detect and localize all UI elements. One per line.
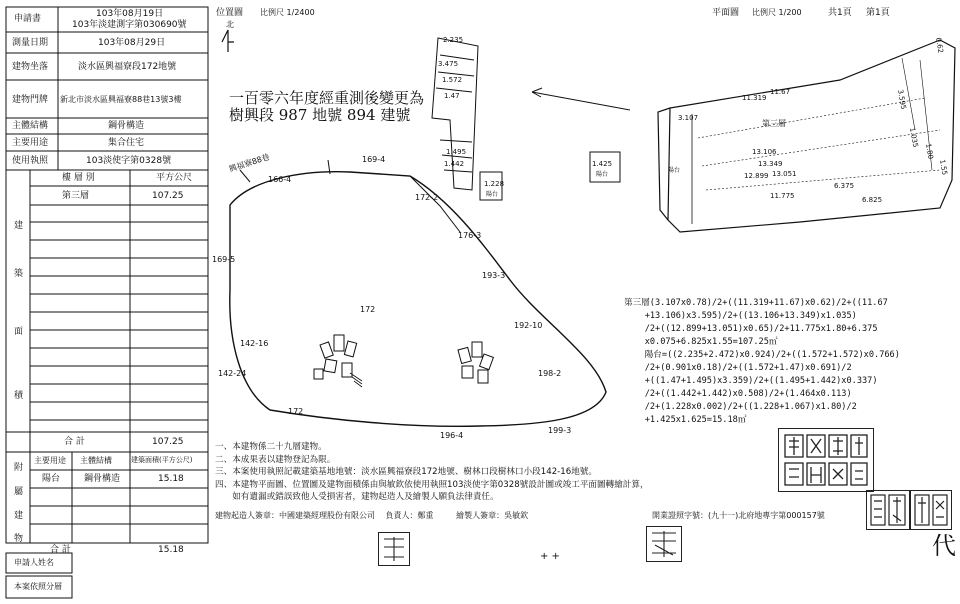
svg-text:193-3: 193-3	[482, 271, 506, 280]
cert-label: 開業證照字號：	[652, 511, 708, 520]
area-row-value: 107.25	[152, 191, 184, 201]
svg-text:12.899: 12.899	[744, 172, 769, 180]
annex-side-1: 附	[14, 463, 24, 473]
svg-text:172: 172	[288, 407, 304, 416]
svg-text:1.55: 1.55	[938, 158, 949, 176]
formula-main-1: +13.106)x3.595)/2+((13.106+13.349)x1.035)	[644, 311, 857, 321]
svg-text:1.495: 1.495	[446, 148, 467, 156]
remeasure-note	[226, 89, 427, 125]
svg-text:1.80: 1.80	[924, 142, 935, 160]
svg-text:11.67: 11.67	[770, 88, 791, 96]
drafter-seal	[910, 490, 952, 530]
formula-main-3: x0.075+6.825x1.55=107.25㎡	[644, 337, 778, 347]
annex-col-area: 建築面積(平方公尺)	[131, 456, 193, 464]
svg-text:1.572: 1.572	[442, 76, 463, 84]
area-total-label: 合 計	[64, 437, 85, 447]
svg-text:172: 172	[360, 305, 376, 314]
formula-annex-5: +1.425x1.625=15.18㎡	[644, 415, 747, 425]
survey-date-label: 測量日期	[12, 38, 49, 48]
floor-plan-title: 平面圖	[712, 8, 740, 18]
remeasure-note-line1: 一百零六年度經重測後變更為	[229, 89, 425, 107]
location-map-drawing	[210, 0, 630, 440]
annex-side-2: 屬	[14, 487, 24, 497]
svg-text:142-24: 142-24	[218, 369, 247, 378]
area-total-value: 107.25	[152, 437, 184, 447]
formula-annex-1: /2+(0.901x0.18)/2+((1.572+1.47)x0.691)/2	[644, 363, 852, 373]
svg-text:1.228: 1.228	[484, 180, 505, 188]
formula-annex-0: ((2.235+2.472)x0.924)/2+((1.572+1.572)x0.766)	[667, 350, 900, 360]
svg-text:176-3: 176-3	[458, 231, 482, 240]
applicant-name-label: 申請人姓名	[14, 558, 54, 567]
svg-text:172-2: 172-2	[415, 193, 439, 202]
left-table-grid	[0, 0, 212, 604]
svg-text:169-4: 169-4	[362, 155, 386, 164]
annex-col-use: 主要用途	[34, 456, 66, 465]
area-col-floor: 樓 層 別	[62, 173, 95, 183]
location-map-scale: 比例尺 1/2400	[260, 8, 315, 17]
svg-text:陽台: 陽台	[486, 191, 499, 198]
note-5: 如有遺漏或錯誤致他人受損害者，建物起造人及繪製人願負法律責任。	[215, 492, 499, 502]
structure-value: 鋼骨構造	[108, 121, 145, 131]
note-3: 三、本案使用執照記載建築基地地號：淡水區興福寮段172地號、樹林口段樹林口小段142-16地號。	[215, 467, 597, 477]
formula-annex-label: 陽台=	[644, 350, 668, 360]
page-number: 第1頁	[866, 8, 890, 18]
note-1: 一、本建物係二十九層建物。	[215, 442, 327, 452]
area-col-sqm: 平方公尺	[156, 173, 193, 183]
corner-glyph: 代	[932, 532, 956, 560]
bottom-seal-1-glyph	[379, 533, 409, 565]
svg-text:陽台: 陽台	[668, 167, 681, 174]
svg-text:166-4: 166-4	[268, 175, 292, 184]
area-formula	[624, 297, 900, 427]
bottom-seal-1	[378, 532, 410, 566]
note-2: 二、本成果表以建物登記為限。	[215, 454, 336, 465]
rep-seal	[866, 490, 910, 530]
annex-side-4: 物	[14, 534, 24, 544]
svg-text:192-10: 192-10	[514, 321, 543, 330]
svg-text:3.595: 3.595	[896, 88, 908, 111]
annex-total-value: 15.18	[158, 545, 184, 555]
svg-text:3.107: 3.107	[678, 114, 699, 122]
svg-text:1.442: 1.442	[444, 160, 465, 168]
area-side-4: 積	[14, 391, 24, 401]
area-row-floor: 第三層	[62, 191, 90, 201]
remeasure-note-line2: 樹興段 987 地號 894 建號	[229, 106, 411, 124]
formula-main-0: (3.107x0.78)/2+((11.319+11.67)x0.62)/2+((11.67	[649, 298, 888, 308]
applicant-number: 103年淡建測字第030690號	[72, 20, 187, 30]
owner-name: 中國建築經理股份有限公司	[279, 511, 375, 520]
bottom-fragment-mark: + +	[540, 551, 560, 562]
formula-annex-2: +((1.47+1.495)x3.359)/2+((1.495+1.442)x0.337)	[644, 376, 878, 386]
svg-text:11.775: 11.775	[770, 192, 795, 200]
svg-text:興福寮88巷: 興福寮88巷	[227, 152, 271, 174]
svg-text:11.319: 11.319	[742, 94, 767, 102]
drafter-label: 繪製人簽章：	[456, 511, 505, 520]
formula-main-2: /2+((12.899+13.051)x0.65)/2+11.775x1.80+6.375	[644, 324, 878, 334]
building-cluster-right	[458, 342, 493, 383]
rep-name: 鄭重	[417, 511, 434, 520]
company-seal-glyphs	[779, 429, 873, 491]
svg-text:1.425: 1.425	[592, 160, 613, 168]
annex-row-area: 15.18	[158, 474, 184, 484]
area-side-3: 面	[14, 327, 24, 337]
svg-text:3.475: 3.475	[438, 60, 459, 68]
annex-col-struct: 主體結構	[80, 456, 112, 465]
note-4: 四、本建物平面圖、位置圖及建物面積係由與敏欽依使用執照103淡使字第0328號設計圖或竣工平面圖轉繪計算，	[215, 479, 649, 490]
rep-seal-glyphs	[867, 491, 909, 529]
svg-text:198-2: 198-2	[538, 369, 562, 378]
svg-text:199-3: 199-3	[548, 426, 572, 435]
annex-side-3: 建	[14, 511, 24, 521]
location-value: 淡水區興福寮段172地號	[78, 62, 177, 72]
company-seal	[778, 428, 874, 492]
building-cluster-left	[314, 335, 362, 387]
annex-row-use: 陽台	[42, 474, 61, 484]
svg-text:1.035: 1.035	[908, 126, 920, 149]
floor-plan-drawing	[640, 20, 960, 235]
structure-label: 主體結構	[12, 121, 49, 131]
floor-plan-scale: 比例尺 1/200	[752, 8, 802, 17]
owner-label: 建物起造人簽章：	[215, 511, 279, 520]
svg-text:2.235: 2.235	[443, 36, 464, 44]
notes-block	[215, 441, 649, 504]
svg-text:13.051: 13.051	[772, 170, 797, 178]
svg-text:陽台: 陽台	[596, 171, 609, 178]
door-value: 新北市淡水區興福寮88巷13號3樓	[60, 95, 182, 104]
svg-text:142-16: 142-16	[240, 339, 269, 348]
svg-text:169-5: 169-5	[212, 255, 236, 264]
svg-text:第三層: 第三層	[762, 119, 786, 128]
drafter-seal-glyphs	[911, 491, 951, 529]
bottom-seal-2-glyph	[647, 527, 681, 561]
svg-text:6.825: 6.825	[862, 196, 883, 204]
cert-number: (九十一)北府地專字第000157號	[708, 511, 825, 520]
formula-annex-4: /2+(1.228x0.002)/2+((1.228+1.067)x1.80)/2	[644, 402, 857, 412]
door-label: 建物門牌	[12, 95, 49, 105]
svg-text:13.349: 13.349	[758, 160, 783, 168]
svg-text:6.375: 6.375	[834, 182, 855, 190]
applicant-label: 申請書	[14, 14, 42, 24]
use-label: 主要用途	[12, 138, 49, 148]
basis-label: 本案依照分層	[14, 582, 62, 591]
svg-text:0.62: 0.62	[934, 36, 945, 54]
svg-text:13.106: 13.106	[752, 148, 777, 156]
permit-value: 103淡使字第0328號	[86, 156, 172, 166]
total-pages: 共1頁	[828, 8, 852, 18]
area-side-2: 築	[14, 269, 24, 279]
license-line	[652, 512, 825, 520]
bottom-seal-2	[646, 526, 682, 562]
applicant-date: 103年08月19日	[96, 9, 164, 19]
formula-annex-3: /2+((1.442+1.442)x0.508)/2+(1.464x0.113)	[644, 389, 852, 399]
rep-label: 負責人：	[385, 511, 418, 520]
use-value: 集合住宅	[108, 138, 145, 148]
drafter-name: 吳敏欽	[504, 511, 529, 520]
location-label: 建物坐落	[12, 62, 49, 72]
formula-main-label: 第三層	[624, 298, 650, 308]
signature-line	[215, 512, 528, 520]
area-side-1: 建	[14, 221, 24, 231]
svg-text:196-4: 196-4	[440, 431, 464, 440]
annex-row-struct: 鋼骨構造	[84, 474, 121, 484]
svg-text:1.47: 1.47	[444, 92, 460, 100]
permit-label: 使用執照	[12, 156, 49, 166]
survey-date: 103年08月29日	[98, 38, 166, 48]
north-label: 北	[226, 20, 234, 29]
location-map-title: 位置圖	[216, 8, 244, 18]
annex-total-label: 合 計	[50, 545, 71, 555]
